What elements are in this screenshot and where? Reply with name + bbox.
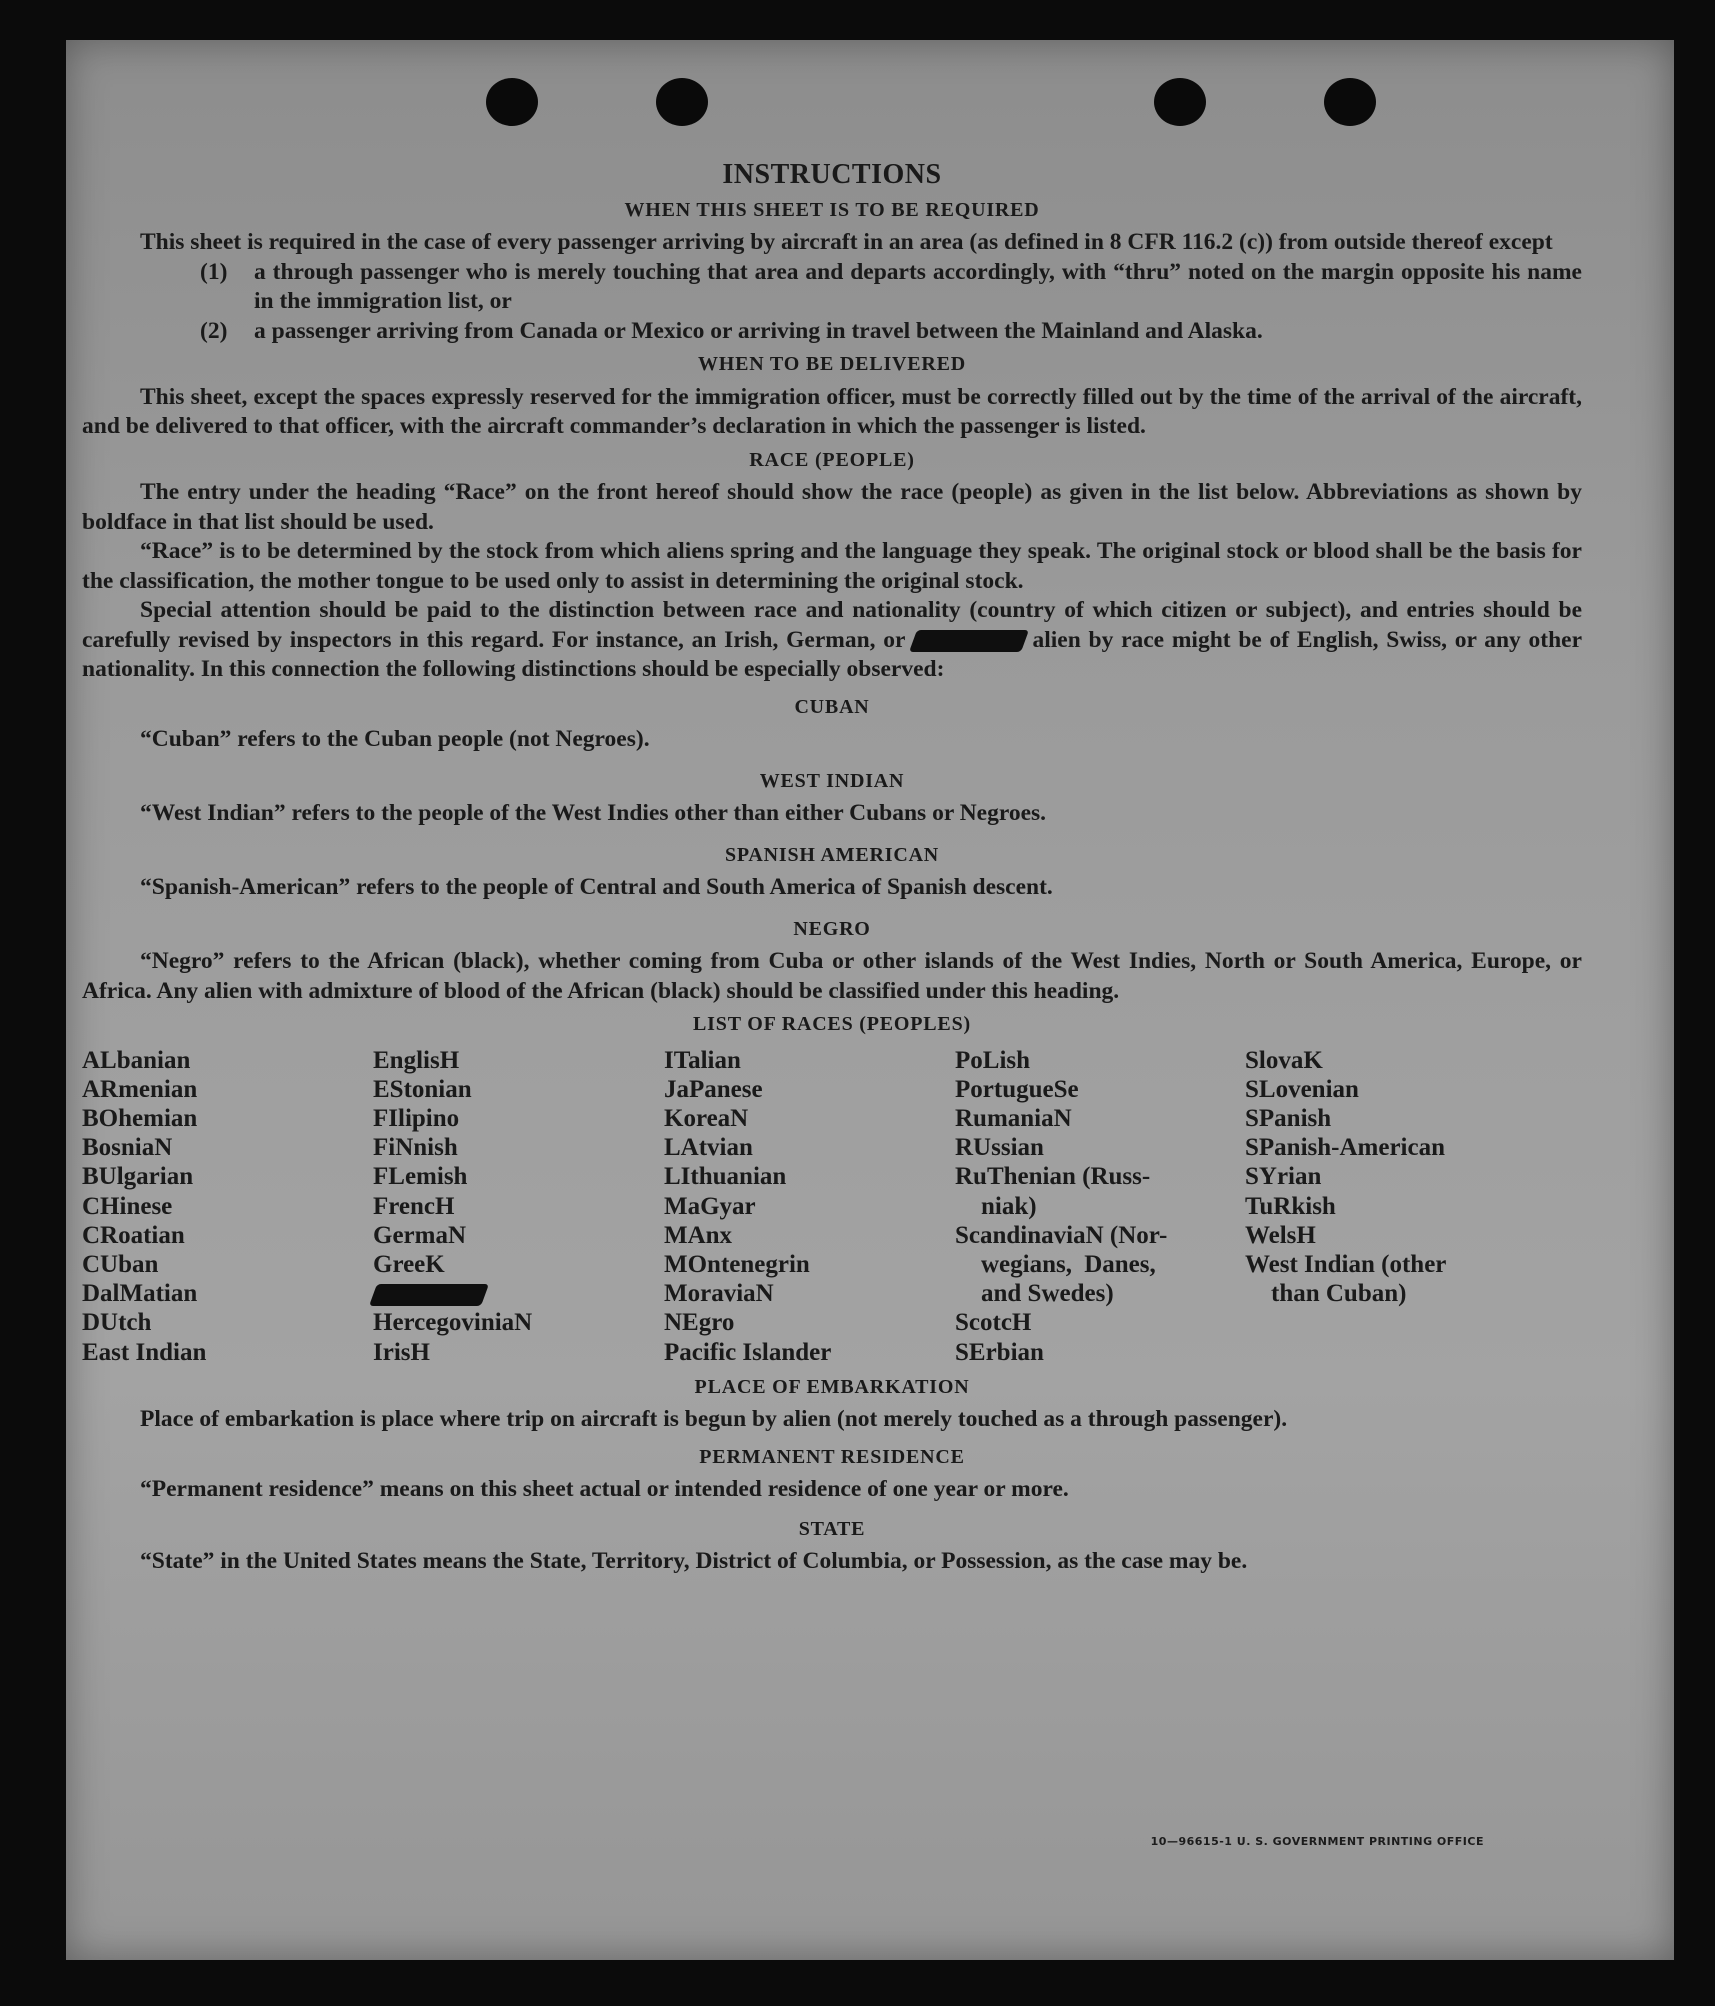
races-column-2 bbox=[373, 1046, 664, 1367]
race-paragraph-3 bbox=[82, 596, 1582, 685]
race-item: MAnx bbox=[664, 1221, 733, 1249]
punch-hole bbox=[1324, 78, 1376, 126]
delivered-text: This sheet, except the spaces expressly reserved for the immigration officer, must be correctly filled out by the time of the arrival of the aircraft, and be delivered to that officer, with the aircraft commander’s declaration in which the passenger is listed. bbox=[82, 383, 1582, 439]
residence-text: “Permanent residence” means on this sheet actual or intended residence of one year or more. bbox=[140, 1476, 1069, 1503]
page-title: INSTRUCTIONS bbox=[722, 159, 942, 190]
cuban-text: “Cuban” refers to the Cuban people (not Negroes). bbox=[140, 726, 650, 752]
races-column-3 bbox=[664, 1046, 955, 1367]
heading-west-indian: WEST INDIAN bbox=[759, 769, 905, 792]
race-item: CHinese bbox=[82, 1192, 173, 1220]
heading-race: RACE (PEOPLE) bbox=[749, 448, 915, 471]
embarkation-text: Place of embarkation is place where trip on aircraft is begun by alien (not merely touched as a through passenger). bbox=[140, 1406, 1288, 1433]
redaction-mark bbox=[369, 1284, 489, 1306]
race-item: SErbian bbox=[955, 1338, 1044, 1366]
list-item bbox=[82, 258, 1582, 317]
heading-list-of-races: LIST OF RACES (PEOPLES) bbox=[693, 1013, 971, 1035]
race-item-continuation: and Swedes) bbox=[981, 1280, 1114, 1308]
race-item-continuation: niak) bbox=[981, 1192, 1037, 1220]
race-paragraph-2: “Race” is to be determined by the stock from which aliens spring and the language they speak. The original stock or blood shall be the basis for the classification, the mother tongue to be used only to assist in determining the original stock. bbox=[82, 538, 1582, 594]
item-number: (2) bbox=[200, 317, 228, 344]
race-item: GermaN bbox=[373, 1221, 467, 1249]
heading-required: WHEN THIS SHEET IS TO BE REQUIRED bbox=[624, 198, 1040, 221]
race-item: PortugueSe bbox=[955, 1075, 1079, 1103]
race-item: RUssian bbox=[955, 1134, 1044, 1162]
race-item: KoreaN bbox=[664, 1104, 749, 1132]
race-item: GreeK bbox=[373, 1250, 445, 1278]
race-item: NEgro bbox=[664, 1309, 735, 1337]
required-text: This sheet is required in the case of every passenger arriving by aircraft in an area (as defined in 8 CFR 116.2 (c)) from outside thereof except bbox=[140, 229, 1553, 255]
race-item: BUlgarian bbox=[82, 1163, 194, 1191]
item-text: a passenger arriving from Canada or Mexico or arriving in travel between the Mainland and Alaska. bbox=[254, 317, 1263, 344]
race-item: IrisH bbox=[373, 1338, 430, 1366]
race-item-continuation: than Cuban) bbox=[1271, 1280, 1407, 1308]
heading-embarkation: PLACE OF EMBARKATION bbox=[694, 1375, 970, 1398]
race-item: BOhemian bbox=[82, 1104, 198, 1132]
race-item: CUban bbox=[82, 1250, 159, 1278]
instructions-body bbox=[82, 160, 1582, 1577]
race-item: FLemish bbox=[373, 1163, 468, 1191]
heading-spanish-american: SPANISH AMERICAN bbox=[724, 843, 940, 866]
race-item: PoLish bbox=[955, 1046, 1031, 1074]
race-item: EnglisH bbox=[373, 1046, 460, 1074]
redacted-race-item bbox=[373, 1279, 664, 1308]
race-item: TuRkish bbox=[1245, 1192, 1336, 1220]
race-item: West Indian (other bbox=[1245, 1250, 1447, 1278]
negro-text: “Negro” refers to the African (black), whether coming from Cuba or other islands of the West Indies, North or South America, Europe, or Africa. Any alien with admixture of blood of the African (black) should be classified under this heading. bbox=[82, 948, 1582, 1004]
race-item: WelsH bbox=[1245, 1221, 1316, 1249]
race-item: ScandinaviaN (Nor- bbox=[955, 1221, 1168, 1249]
race-item: ITalian bbox=[664, 1046, 741, 1074]
race-item: MaGyar bbox=[664, 1192, 756, 1220]
race-paragraph-1: The entry under the heading “Race” on the front hereof should show the race (people) as given in the list below. Abbreviations as shown by boldface in that list should be used. bbox=[82, 479, 1582, 535]
race-item: FiNnish bbox=[373, 1134, 458, 1162]
race-item: JaPanese bbox=[664, 1075, 763, 1103]
race-paragraph-3a: Special attention should be paid to the distinction between race and nationality (country of which citizen or subject), and entries should be carefully revised by inspectors in this regard. For instance, an Irish, German, or bbox=[82, 597, 1582, 653]
races-column-5 bbox=[1245, 1046, 1525, 1367]
race-item: FIlipino bbox=[373, 1104, 460, 1132]
document-sheet bbox=[66, 40, 1674, 1960]
spanish-american-text: “Spanish-American” refers to the people of Central and South America of Spanish descent. bbox=[140, 874, 1053, 900]
heading-residence: PERMANENT RESIDENCE bbox=[699, 1445, 965, 1468]
races-list bbox=[82, 1046, 1582, 1367]
heading-delivered: WHEN TO BE DELIVERED bbox=[697, 353, 967, 375]
heading-state: STATE bbox=[798, 1517, 866, 1540]
race-item: East Indian bbox=[82, 1338, 207, 1366]
race-item: DUtch bbox=[82, 1309, 152, 1337]
state-text: “State” in the United States means the State, Territory, District of Columbia, or Possession, as the case may be. bbox=[140, 1548, 1248, 1575]
race-item: DalMatian bbox=[82, 1280, 198, 1308]
race-item: HercegoviniaN bbox=[373, 1309, 533, 1337]
race-item: MoraviaN bbox=[664, 1280, 774, 1308]
race-item-continuation: wegians, Danes, bbox=[981, 1250, 1156, 1278]
race-item: RumaniaN bbox=[955, 1104, 1072, 1132]
race-item: SYrian bbox=[1245, 1163, 1322, 1191]
race-item: SPanish bbox=[1245, 1104, 1332, 1132]
printing-office-code: 10—96615-1 U. S. GOVERNMENT PRINTING OFFICE bbox=[1150, 1835, 1484, 1848]
race-item: Pacific Islander bbox=[664, 1338, 832, 1366]
heading-cuban: CUBAN bbox=[794, 695, 870, 718]
race-item: ALbanian bbox=[82, 1046, 191, 1074]
west-indian-text: “West Indian” refers to the people of the West Indies other than either Cubans or Negroes. bbox=[140, 800, 1047, 826]
race-item: LAtvian bbox=[664, 1134, 753, 1162]
race-item: ARmenian bbox=[82, 1075, 198, 1103]
race-item: LIthuanian bbox=[664, 1163, 787, 1191]
race-item: ScotcH bbox=[955, 1309, 1032, 1337]
races-column-4 bbox=[955, 1046, 1245, 1367]
race-item: SLovenian bbox=[1245, 1075, 1359, 1103]
punch-hole bbox=[1154, 78, 1206, 126]
race-item: SPanish-American bbox=[1245, 1134, 1445, 1162]
item-text: a through passenger who is merely touching that area and departs accordingly, with “thru” noted on the margin opposite his name in the immigration list, or bbox=[254, 258, 1582, 314]
race-item: MOntenegrin bbox=[664, 1250, 810, 1278]
item-number: (1) bbox=[200, 258, 228, 285]
redaction-mark bbox=[909, 630, 1029, 652]
race-item: SlovaK bbox=[1245, 1046, 1323, 1074]
race-item: FrencH bbox=[373, 1192, 455, 1220]
race-item: CRoatian bbox=[82, 1221, 185, 1249]
heading-negro: NEGRO bbox=[793, 917, 871, 940]
punch-hole bbox=[486, 78, 538, 126]
race-item: EStonian bbox=[373, 1075, 472, 1103]
punch-hole bbox=[656, 78, 708, 126]
race-item: RuThenian (Russ- bbox=[955, 1163, 1151, 1191]
race-item: BosniaN bbox=[82, 1134, 173, 1162]
races-column-1 bbox=[82, 1046, 373, 1367]
list-item bbox=[82, 317, 1582, 347]
race-paragraph-3b: alien by race might be of English, Swiss, or any other nationality. In this connection the following distinctions should be especially observed: bbox=[82, 626, 1583, 682]
